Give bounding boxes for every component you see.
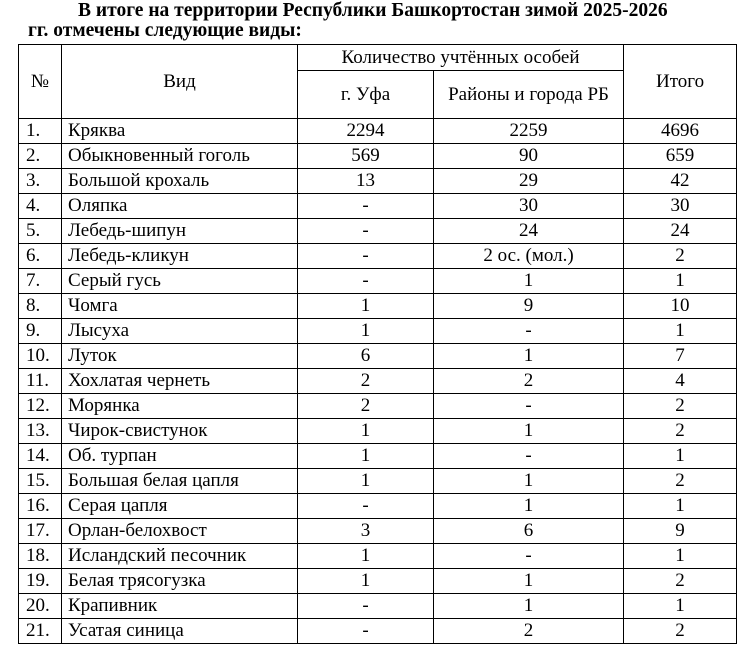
cell-total: 1 xyxy=(624,594,737,619)
table-row xyxy=(19,494,737,519)
cell-total: 10 xyxy=(624,294,737,319)
cell-species: Чирок-свистунок xyxy=(62,419,298,444)
cell-total: 42 xyxy=(624,169,737,194)
header-districts: Районы и города РБ xyxy=(434,71,624,119)
cell-species: Большой крохаль xyxy=(62,169,298,194)
header-species: Вид xyxy=(62,45,298,119)
cell-total: 1 xyxy=(624,319,737,344)
table-row xyxy=(19,344,737,369)
cell-districts: - xyxy=(434,394,624,419)
cell-ufa: 6 xyxy=(298,344,434,369)
cell-districts: 1 xyxy=(434,269,624,294)
cell-ufa: 1 xyxy=(298,419,434,444)
cell-species: Крапивник xyxy=(62,594,298,619)
table-row xyxy=(19,594,737,619)
table-row xyxy=(19,519,737,544)
cell-number: 5. xyxy=(19,219,62,244)
table-row xyxy=(19,319,737,344)
table-row xyxy=(19,194,737,219)
cell-districts: 1 xyxy=(434,569,624,594)
table-body xyxy=(19,119,737,644)
cell-ufa: 13 xyxy=(298,169,434,194)
cell-number: 7. xyxy=(19,269,62,294)
cell-species: Лебедь-шипун xyxy=(62,219,298,244)
cell-ufa: 1 xyxy=(298,544,434,569)
title-line-1: В итоге на территории Республики Башкортостан зимой 2025-2026 xyxy=(78,0,668,21)
cell-districts: 2259 xyxy=(434,119,624,144)
cell-districts: 2 xyxy=(434,619,624,644)
cell-species: Орлан-белохвост xyxy=(62,519,298,544)
cell-ufa: - xyxy=(298,269,434,294)
cell-ufa: - xyxy=(298,619,434,644)
cell-number: 8. xyxy=(19,294,62,319)
table-row xyxy=(19,269,737,294)
table-row xyxy=(19,119,737,144)
table-row xyxy=(19,219,737,244)
cell-species: Лебедь-кликун xyxy=(62,244,298,269)
cell-species: Обыкновенный гоголь xyxy=(62,144,298,169)
cell-species: Морянка xyxy=(62,394,298,419)
table-row xyxy=(19,544,737,569)
cell-species: Большая белая цапля xyxy=(62,469,298,494)
table-row xyxy=(19,369,737,394)
cell-districts: - xyxy=(434,319,624,344)
cell-ufa: 1 xyxy=(298,319,434,344)
cell-number: 13. xyxy=(19,419,62,444)
cell-number: 21. xyxy=(19,619,62,644)
cell-total: 4696 xyxy=(624,119,737,144)
cell-districts: 24 xyxy=(434,219,624,244)
cell-species: Лысуха xyxy=(62,319,298,344)
cell-species: Исландский песочник xyxy=(62,544,298,569)
header-ufa: г. Уфа xyxy=(298,71,434,119)
cell-number: 2. xyxy=(19,144,62,169)
cell-districts: 2 xyxy=(434,369,624,394)
cell-ufa: 2294 xyxy=(298,119,434,144)
cell-number: 17. xyxy=(19,519,62,544)
cell-number: 1. xyxy=(19,119,62,144)
table-row xyxy=(19,419,737,444)
table-row xyxy=(19,244,737,269)
table-row xyxy=(19,569,737,594)
table-row xyxy=(19,619,737,644)
table-row xyxy=(19,294,737,319)
header-number: № xyxy=(19,45,62,119)
cell-ufa: 1 xyxy=(298,444,434,469)
cell-ufa: 569 xyxy=(298,144,434,169)
cell-species: Серая цапля xyxy=(62,494,298,519)
cell-districts: 30 xyxy=(434,194,624,219)
title-line-2: гг. отмечены следующие виды: xyxy=(28,20,302,41)
cell-districts: - xyxy=(434,444,624,469)
cell-species: Луток xyxy=(62,344,298,369)
cell-species: Чомга xyxy=(62,294,298,319)
cell-number: 9. xyxy=(19,319,62,344)
cell-number: 12. xyxy=(19,394,62,419)
cell-number: 19. xyxy=(19,569,62,594)
cell-number: 16. xyxy=(19,494,62,519)
cell-number: 15. xyxy=(19,469,62,494)
cell-ufa: - xyxy=(298,594,434,619)
cell-number: 11. xyxy=(19,369,62,394)
cell-species: Серый гусь xyxy=(62,269,298,294)
cell-districts: 1 xyxy=(434,594,624,619)
cell-total: 2 xyxy=(624,244,737,269)
cell-total: 9 xyxy=(624,519,737,544)
cell-ufa: 2 xyxy=(298,394,434,419)
cell-districts: 1 xyxy=(434,344,624,369)
cell-total: 2 xyxy=(624,619,737,644)
cell-total: 2 xyxy=(624,469,737,494)
table-row xyxy=(19,169,737,194)
cell-species: Усатая синица xyxy=(62,619,298,644)
cell-ufa: - xyxy=(298,219,434,244)
cell-species: Кряква xyxy=(62,119,298,144)
cell-districts: 90 xyxy=(434,144,624,169)
cell-districts: 2 ос. (мол.) xyxy=(434,244,624,269)
cell-ufa: 1 xyxy=(298,469,434,494)
cell-number: 18. xyxy=(19,544,62,569)
cell-total: 30 xyxy=(624,194,737,219)
cell-total: 4 xyxy=(624,369,737,394)
header-total: Итого xyxy=(624,45,737,119)
cell-total: 7 xyxy=(624,344,737,369)
cell-species: Белая трясогузка xyxy=(62,569,298,594)
cell-number: 6. xyxy=(19,244,62,269)
cell-ufa: - xyxy=(298,494,434,519)
cell-total: 1 xyxy=(624,494,737,519)
header-row-1 xyxy=(19,45,737,71)
cell-total: 659 xyxy=(624,144,737,169)
table-row xyxy=(19,469,737,494)
cell-districts: 1 xyxy=(434,469,624,494)
cell-districts: 29 xyxy=(434,169,624,194)
cell-total: 1 xyxy=(624,269,737,294)
cell-species: Хохлатая чернеть xyxy=(62,369,298,394)
header-count-group: Количество учтённых особей xyxy=(298,45,624,71)
cell-ufa: 3 xyxy=(298,519,434,544)
table-row xyxy=(19,444,737,469)
cell-species: Оляпка xyxy=(62,194,298,219)
cell-total: 2 xyxy=(624,394,737,419)
table-row xyxy=(19,394,737,419)
cell-total: 1 xyxy=(624,544,737,569)
cell-species: Об. турпан xyxy=(62,444,298,469)
cell-districts: 6 xyxy=(434,519,624,544)
cell-number: 3. xyxy=(19,169,62,194)
cell-districts: - xyxy=(434,544,624,569)
document-title xyxy=(0,0,753,44)
cell-ufa: 1 xyxy=(298,569,434,594)
cell-number: 4. xyxy=(19,194,62,219)
cell-number: 14. xyxy=(19,444,62,469)
cell-ufa: 1 xyxy=(298,294,434,319)
cell-districts: 9 xyxy=(434,294,624,319)
cell-total: 2 xyxy=(624,569,737,594)
cell-total: 1 xyxy=(624,444,737,469)
cell-ufa: - xyxy=(298,244,434,269)
cell-total: 24 xyxy=(624,219,737,244)
cell-districts: 1 xyxy=(434,419,624,444)
cell-number: 20. xyxy=(19,594,62,619)
table-row xyxy=(19,144,737,169)
cell-total: 2 xyxy=(624,419,737,444)
species-count-table xyxy=(18,44,737,644)
cell-districts: 1 xyxy=(434,494,624,519)
cell-ufa: - xyxy=(298,194,434,219)
cell-number: 10. xyxy=(19,344,62,369)
cell-ufa: 2 xyxy=(298,369,434,394)
